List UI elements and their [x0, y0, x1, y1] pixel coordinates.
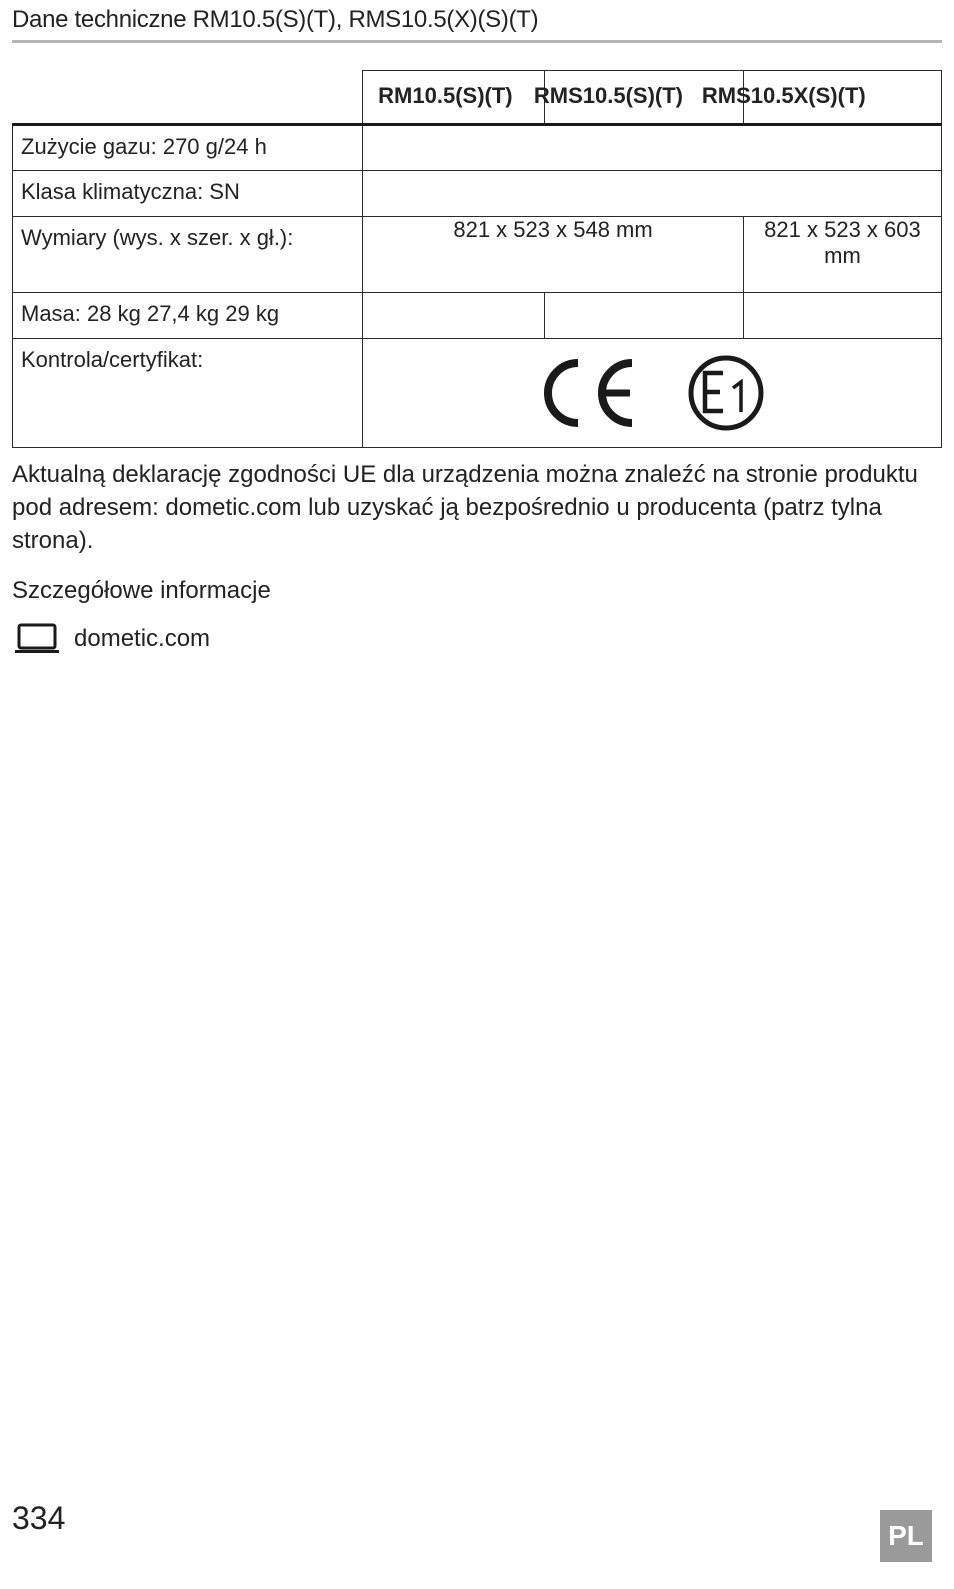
specs-table [12, 70, 942, 448]
table-row [13, 339, 942, 448]
table-row [13, 293, 942, 339]
column-header-rms105st: RMS10.5(S)(T) [544, 71, 743, 125]
e1-mark-icon [686, 353, 766, 433]
table-row [13, 171, 942, 217]
website-link-text[interactable]: dometic.com [74, 625, 211, 652]
declaration-text: Aktualną deklarację zgodności UE dla urządzenia można znaleźć na stronie produktu pod adresem: dometic.com lub uzyskać ją bezpośrednio u producenta (patrz tylna strona). [12, 461, 918, 554]
ce-mark-icon [538, 356, 642, 430]
column-header-rms105xst: RMS10.5X(S)(T) [743, 71, 941, 125]
laptop-icon [14, 622, 60, 656]
page-header: Dane techniczne RM10.5(S)(T), RMS10.5(X)(S)(T) [12, 6, 942, 43]
page-number: 334 [12, 1500, 66, 1536]
row-label-climate: Klasa klimatyczna: SN [13, 171, 363, 217]
column-header-rm105st: RM10.5(S)(T) [363, 71, 545, 125]
row-label-certification: Kontrola/certyfikat: [13, 339, 363, 448]
table-row [13, 217, 942, 293]
language-badge: PL [880, 1510, 932, 1562]
table-row [13, 125, 942, 171]
details-heading: Szczegółowe informacje [12, 577, 271, 604]
row-label-dimensions: Wymiary (wys. x szer. x gł.): [13, 217, 363, 293]
row-label-gas: Zużycie gazu: 270 g/24 h [13, 125, 363, 171]
row-label-mass: Masa: 28 kg 27,4 kg 29 kg [13, 293, 363, 339]
dimensions-value: 821 x 523 x 548 mm [363, 217, 744, 293]
dimensions-value-x: 821 x 523 x 603 mm [743, 217, 941, 293]
website-link[interactable] [14, 622, 210, 656]
